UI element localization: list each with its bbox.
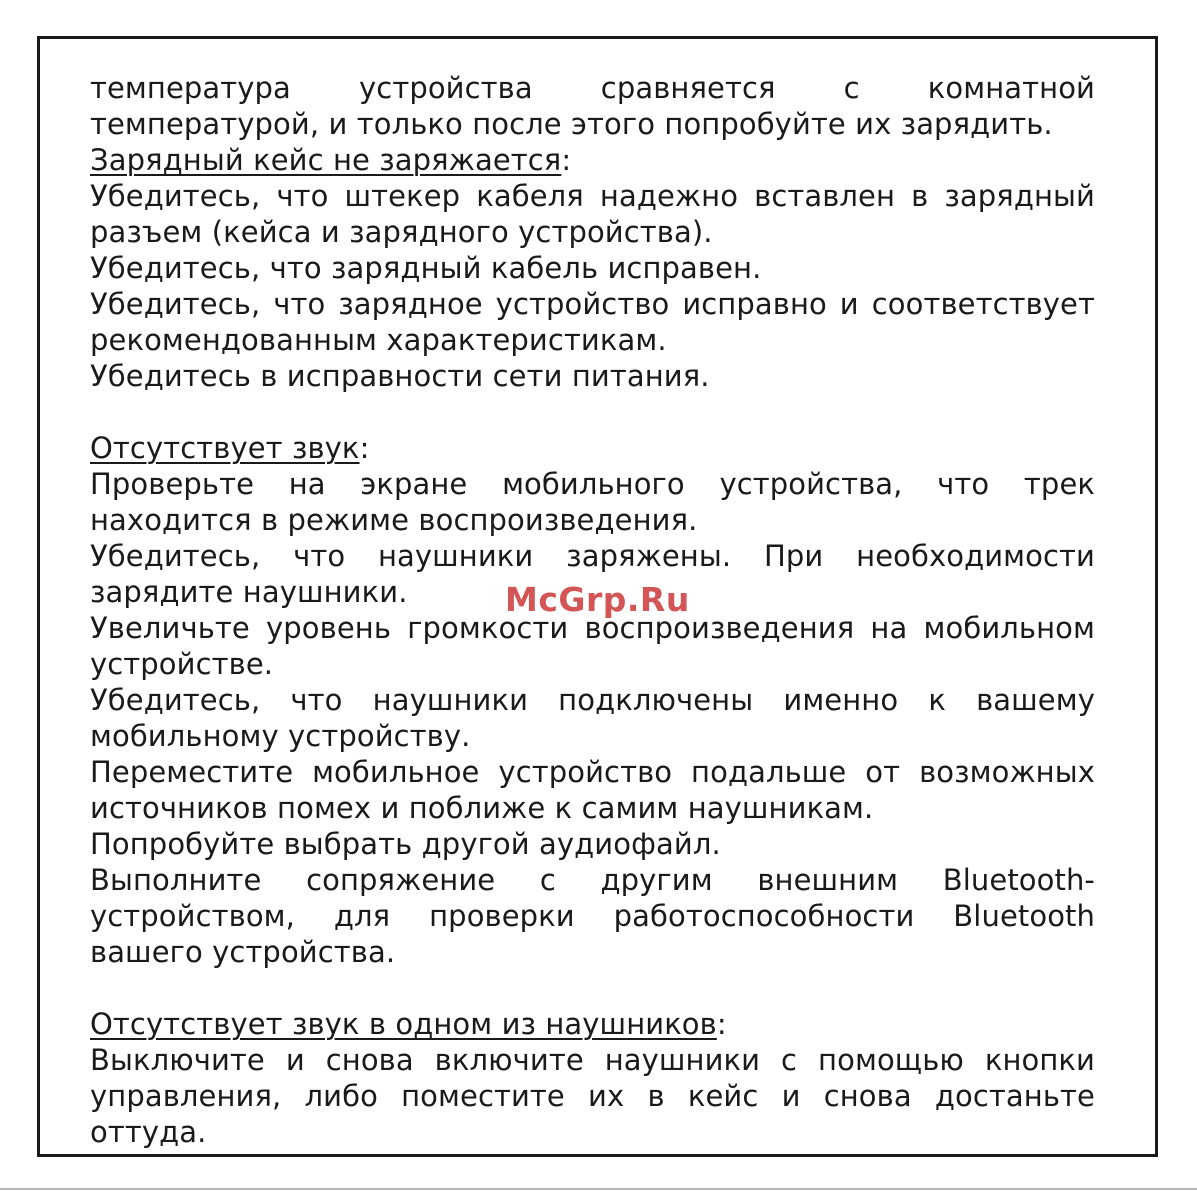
page-bottom-divider — [0, 1188, 1197, 1190]
heading-one-ear-no-sound-text: Отсутствует звук в одном из наушников — [90, 1007, 717, 1041]
one-ear-item-1: Выключите и снова включите наушники с помощью кнопки управления, либо поместите их в кейс и снова достаньте оттуда. — [90, 1043, 1095, 1149]
case-item-3: Убедитесь, что зарядное устройство исправно и соответствует рекомендованным характеристикам. — [90, 287, 1095, 357]
watermark: McGrp.Ru — [505, 580, 690, 619]
case-item-2: Убедитесь, что зарядный кабель исправен. — [90, 251, 762, 285]
section-spacer — [90, 394, 1095, 430]
intro-paragraph: температура устройства сравняется с комнатной температурой, и только после этого попробуйте их зарядить. — [90, 71, 1095, 141]
no-sound-item-6: Попробуйте выбрать другой аудиофайл. — [90, 827, 721, 861]
heading-case-not-charging-text: Зарядный кейс не заряжается — [90, 143, 562, 177]
no-sound-item-5: Переместите мобильное устройство подальше от возможных источников помех и поближе к самим наушникам. — [90, 755, 1095, 825]
heading-case-not-charging: Зарядный кейс не заряжается: — [90, 143, 572, 177]
no-sound-item-1: Проверьте на экране мобильного устройства, что трек находится в режиме воспроизведения. — [90, 467, 1095, 537]
heading-no-sound: Отсутствует звук: — [90, 431, 370, 465]
no-sound-item-7: Выполните сопряжение с другим внешним Bluetooth-устройством, для проверки работоспособности Bluetooth вашего устройства. — [90, 863, 1095, 969]
heading-no-sound-text: Отсутствует звук — [90, 431, 360, 465]
case-item-1: Убедитесь, что штекер кабеля надежно вставлен в зарядный разъем (кейса и зарядного устройства). — [90, 179, 1095, 249]
case-item-4: Убедитесь в исправности сети питания. — [90, 359, 710, 393]
no-sound-item-2: Убедитесь, что наушники заряжены. При необходимости зарядите наушники. — [90, 539, 1095, 609]
no-sound-item-3: Увеличьте уровень громкости воспроизведения на мобильном устройстве. — [90, 611, 1095, 681]
section-spacer — [90, 970, 1095, 1006]
heading-one-ear-no-sound: Отсутствует звук в одном из наушников: — [90, 1007, 727, 1041]
no-sound-item-4: Убедитесь, что наушники подключены именно к вашему мобильному устройству. — [90, 683, 1095, 753]
